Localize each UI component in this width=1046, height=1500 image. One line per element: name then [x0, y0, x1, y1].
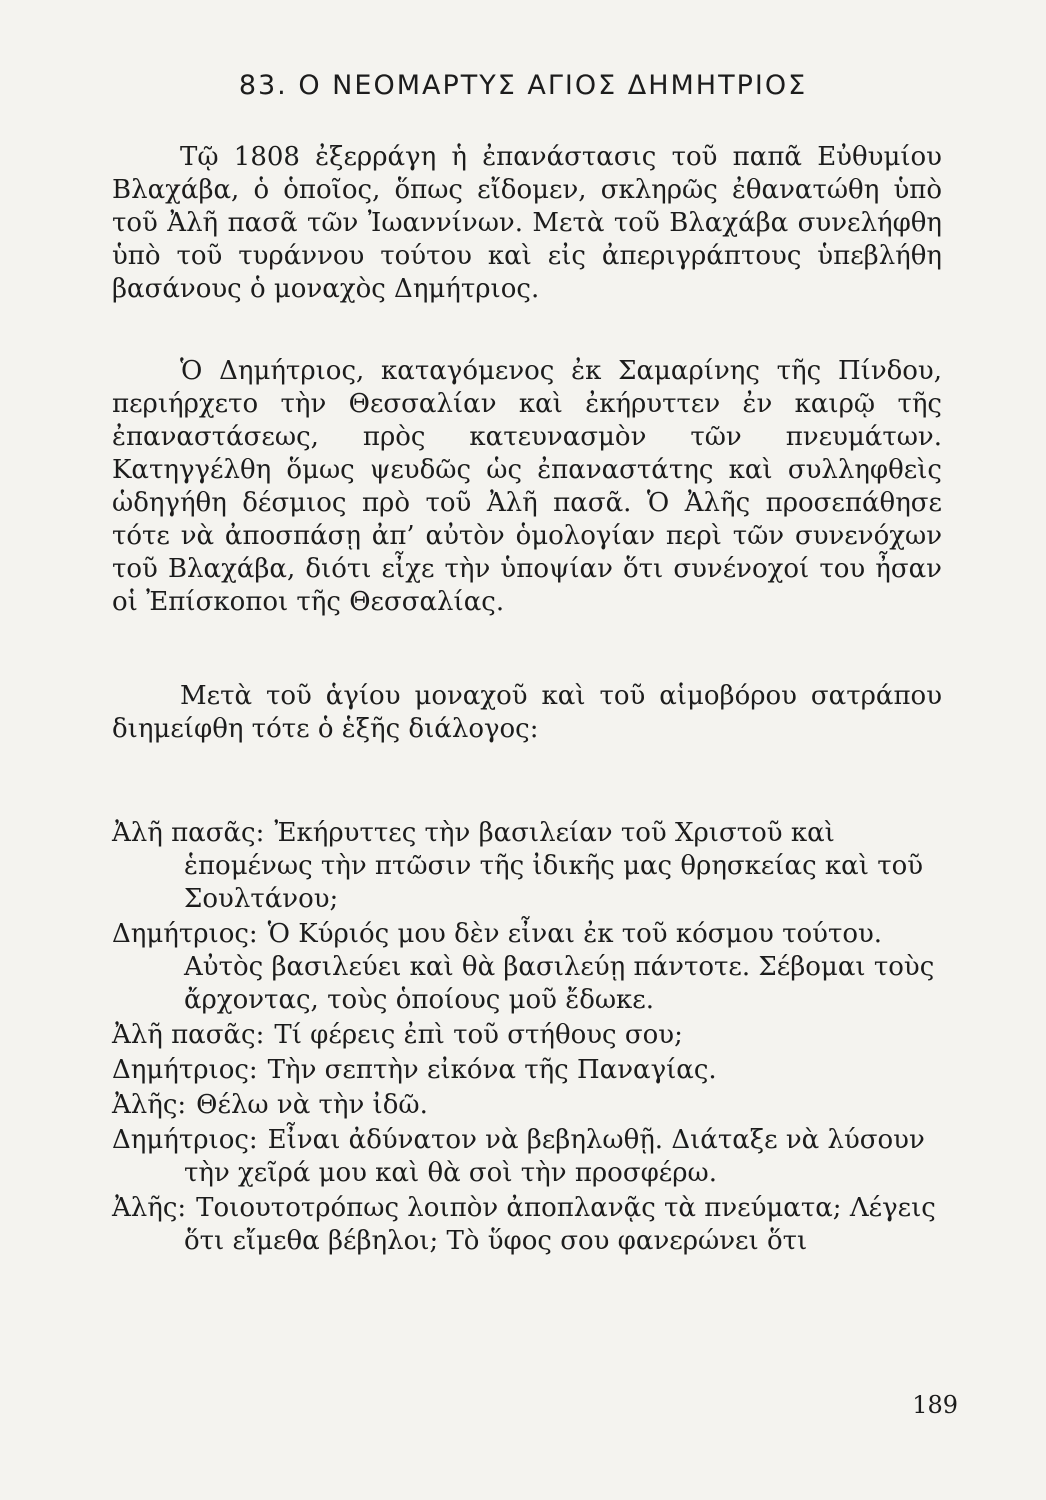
dialogue-line [112, 918, 962, 1017]
paragraph-1-block [112, 141, 942, 306]
dialogue-line [112, 817, 962, 916]
chapter-title: 83. Ο ΝΕΟΜΑΡΤΥΣ ΑΓΙΟΣ ΔΗΜΗΤΡΙΟΣ [238, 70, 808, 101]
dialogue-text: Ἐκήρυττες τὴν βασιλείαν τοῦ Χριστοῦ καὶ ἑπομένως τὴν πτῶσιν τῆς ἰδικῆς μας θρησκείας καὶ τοῦ Σουλτάνου; [184, 818, 924, 914]
dialogue-text: Ὁ Κύριός μου δὲν εἶναι ἐκ τοῦ κόσμου τούτου. Αὐτὸς βασιλεύει καὶ θὰ βασιλεύῃ πάντοτε. Σέβομαι τοὺς ἄρχοντας, τοὺς ὁποίους μοῦ ἔδωκε. [184, 919, 935, 1015]
dialogue-text: Τὴν σεπτὴν εἰκόνα τῆς Παναγίας. [267, 1055, 717, 1085]
paragraph-1: Τῷ 1808 ἐξερράγη ἡ ἐπανάστασις τοῦ παπᾶ Εὐθυμίου Βλαχάβα, ὁ ὁποῖος, ὅπως εἴδομεν, σκληρῶς ἐθανατώθη ὑπὸ τοῦ Ἀλῆ πασᾶ τῶν Ἰωαννίνων. Μετὰ τοῦ Βλαχάβα συνελήφθη ὑπὸ τοῦ τυράννου τούτου καὶ εἰς ἀπεριγράπτους ὑπεβλήθη βασάνους ὁ μοναχὸς Δημήτριος. [112, 142, 942, 304]
dialogue-line [112, 1019, 962, 1052]
dialogue-text: Εἶναι ἀδύνατον νὰ βεβηλωθῇ. Διάταξε νὰ λύσουν τὴν χεῖρά μου καὶ θὰ σοὶ τὴν προσφέρω. [184, 1125, 925, 1188]
dialogue-speaker: Δημήτριος: [112, 919, 258, 949]
dialogue-speaker: Ἀλῆ πασᾶς: [112, 818, 265, 848]
paragraph-3-block [112, 680, 942, 746]
dialogue-line [112, 1054, 962, 1087]
dialogue-speaker: Δημήτριος: [112, 1055, 258, 1085]
paragraph-2-block [112, 355, 942, 619]
dialogue-speaker: Ἀλῆς: [112, 1090, 187, 1120]
dialogue-text: Τοιουτοτρόπως λοιπὸν ἀποπλανᾷς τὰ πνεύματα; Λέγεις ὅτι εἴμεθα βέβηλοι; Τὸ ὕφος σου φανερώνει ὅτι [184, 1193, 936, 1256]
dialogue-speaker: Ἀλῆς: [112, 1193, 187, 1223]
paragraph-2: Ὁ Δημήτριος, καταγόμενος ἐκ Σαμαρίνης τῆς Πίνδου, περιήρχετο τὴν Θεσσαλίαν καὶ ἐκήρυττεν ἐν καιρῷ τῆς ἐπαναστάσεως, πρὸς κατευνασμὸν τῶν πνευμάτων. Κατηγγέλθη ὅμως ψευδῶς ὡς ἐπαναστάτης καὶ συλληφθεὶς ὡδηγήθη δέσμιος πρὸ τοῦ Ἀλῆ πασᾶ. Ὁ Ἀλῆς προσεπάθησε τότε νὰ ἀποσπάσῃ ἀπ’ αὐτὸν ὁμολογίαν περὶ τῶν συνενόχων τοῦ Βλαχάβα, διότι εἶχε τὴν ὑποψίαν ὅτι συνένοχοί του ἦσαν οἱ Ἐπίσκοποι τῆς Θεσσαλίας. [112, 356, 942, 617]
dialogue-line [112, 1124, 962, 1190]
paragraph-3: Μετὰ τοῦ ἁγίου μοναχοῦ καὶ τοῦ αἱμοβόρου σατράπου διημείφθη τότε ὁ ἑξῆς διάλογος: [112, 681, 942, 744]
page-number: 189 [912, 1391, 958, 1419]
dialogue-speaker: Ἀλῆ πασᾶς: [112, 1020, 265, 1050]
dialogue-line [112, 1089, 962, 1122]
dialogue-text: Θέλω νὰ τὴν ἰδῶ. [196, 1090, 428, 1120]
dialogue-line [112, 1192, 962, 1258]
dialogue-text: Τί φέρεις ἐπὶ τοῦ στήθους σου; [274, 1020, 683, 1050]
dialogue-speaker: Δημήτριος: [112, 1125, 258, 1155]
dialogue [112, 817, 962, 1260]
